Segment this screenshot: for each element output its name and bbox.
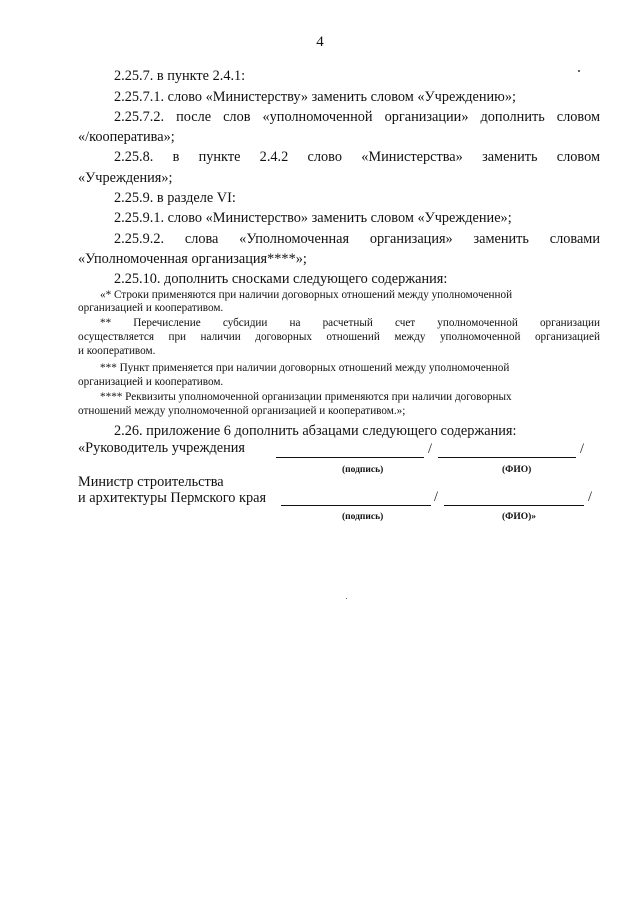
paragraph-line: 2.25.9.2. слова «Уполномоченная организация» заменить словами [114, 231, 600, 247]
footnote-line: организацией и кооперативом. [78, 376, 224, 388]
footnote-line: *** Пункт применяется при наличии договорных отношений между уполномоченной [100, 362, 510, 374]
footnote-line: и кооперативом. [78, 345, 156, 357]
footnote-line: ** Перечисление субсидии на расчетный счет уполномоченной организации [100, 317, 600, 329]
footnote-line: «* Строки применяются при наличии договорных отношений между уполномоченной [100, 289, 513, 301]
caption-name: (ФИО) [502, 465, 532, 475]
footnote-line: отношений между уполномоченной организацией и кооперативом.»; [78, 405, 406, 417]
paragraph-line: «/кооператива»; [78, 129, 175, 145]
head-label: «Руководитель учреждения [78, 440, 245, 456]
paragraph-line: 2.25.8. в пункте 2.4.2 слово «Министерства» заменить словом [114, 149, 600, 165]
footnote-line: организацией и кооперативом. [78, 302, 224, 314]
caption-name: (ФИО)» [502, 512, 537, 522]
slash-separator: / [428, 441, 432, 457]
scan-speck [346, 598, 347, 599]
footnote-line: осуществляется при наличии договорных отношений между уполномоченной организацией [78, 331, 600, 343]
paragraph-line: 2.25.9.1. слово «Министерство» заменить словом «Учреждение»; [114, 210, 512, 226]
caption-signature: (подпись) [342, 512, 384, 522]
minister-title-line2: и архитектуры Пермского края [78, 490, 267, 506]
slash-separator: / [434, 489, 438, 505]
footnote-line: **** Реквизиты уполномоченной организации применяются при наличии договорных [100, 391, 512, 403]
slash-separator: / [588, 489, 592, 505]
slash-separator: / [580, 441, 584, 457]
paragraph-line: «Учреждения»; [78, 170, 173, 186]
caption-signature: (подпись) [342, 465, 384, 475]
paragraph-line: 2.25.7. в пункте 2.4.1: [114, 68, 246, 84]
paragraph-line: 2.26. приложение 6 дополнить абзацами следующего содержания: [114, 423, 517, 439]
name-line [444, 505, 584, 506]
paragraph-line: «Уполномоченная организация****»; [78, 251, 307, 267]
signature-line [281, 505, 431, 506]
paragraph-line: 2.25.10. дополнить сносками следующего содержания: [114, 271, 448, 287]
paragraph-line: 2.25.7.1. слово «Министерству» заменить словом «Учреждению»; [114, 89, 516, 105]
paragraph-line: 2.25.7.2. после слов «уполномоченной организации» дополнить словом [114, 109, 600, 125]
scan-speck [578, 70, 580, 72]
signature-line [276, 457, 424, 458]
name-line [438, 457, 576, 458]
page-number: 4 [316, 34, 324, 50]
minister-title-line1: Министр строительства [78, 474, 224, 490]
paragraph-line: 2.25.9. в разделе VI: [114, 190, 236, 206]
